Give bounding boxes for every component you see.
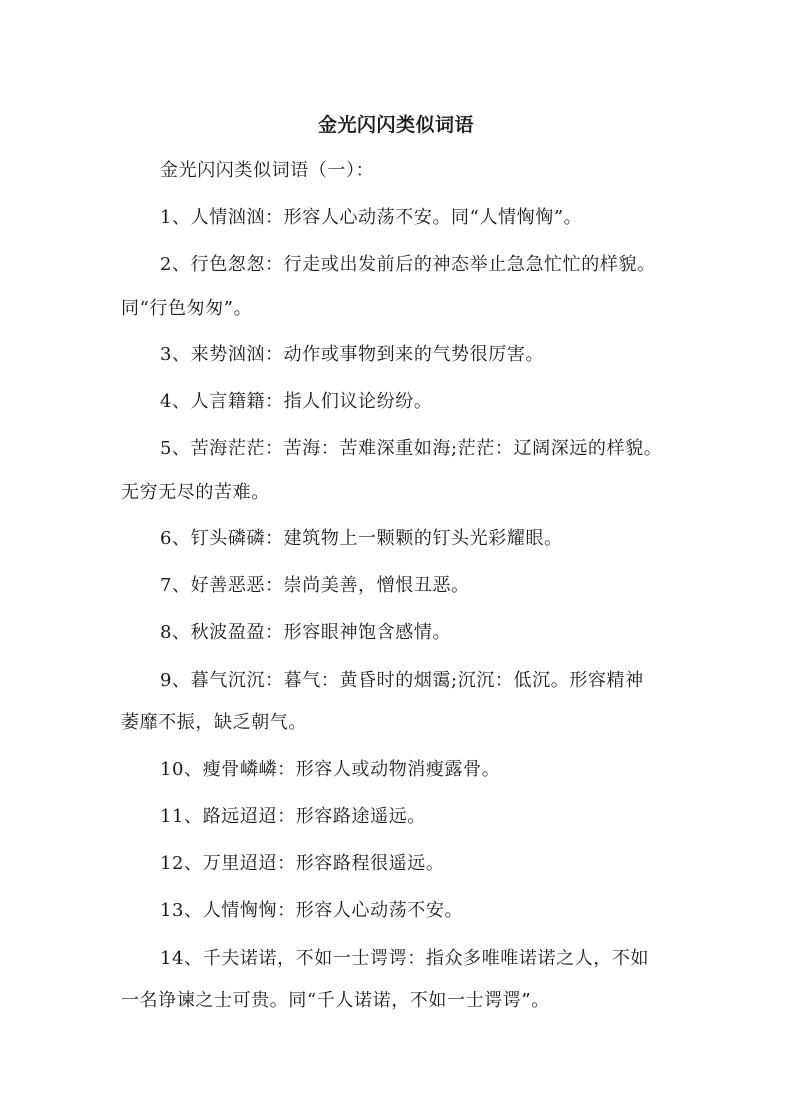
entry-14: 14、千夫诺诺，不如一士谔谔：指众多唯唯诺诺之人，不如	[160, 948, 650, 969]
entry-5: 5、苦海茫茫：苦海：苦难深重如海;茫茫：辽阔深远的样貌。	[160, 438, 663, 459]
entry-9: 9、暮气沉沉：暮气：黄昏时的烟霭;沉沉：低沉。形容精神	[160, 670, 644, 691]
entry-8: 8、秋波盈盈：形容眼神饱含感情。	[160, 622, 452, 643]
entry-14-continuation: 一名诤谏之士可贵。同“千人诺诺，不如一士谔谔”。	[121, 990, 550, 1011]
entry-5-continuation: 无穷无尽的苦难。	[121, 482, 270, 503]
entry-7: 7、好善恶恶：崇尚美善，憎恨丑恶。	[160, 575, 470, 596]
entry-3: 3、来势汹汹：动作或事物到来的气势很厉害。	[160, 344, 545, 365]
document-title: 金光闪闪类似词语	[317, 114, 474, 136]
entry-11: 11、路远迢迢：形容路途遥远。	[160, 806, 426, 827]
section-heading: 金光闪闪类似词语（一）：	[160, 160, 375, 181]
entry-2-continuation: 同“行色匆匆”。	[121, 298, 253, 319]
entry-2: 2、行色怱怱：行走或出发前后的神态举止急急忙忙的样貌。	[160, 254, 656, 275]
entry-9-continuation: 萎靡不振，缺乏朝气。	[121, 712, 307, 733]
entry-12: 12、万里迢迢：形容路程很遥远。	[160, 853, 445, 874]
entry-6: 6、钉头磷磷：建筑物上一颗颗的钉头光彩耀眼。	[160, 528, 563, 549]
entry-1: 1、人情汹汹：形容人心动荡不安。同“人情恟恟”。	[160, 207, 583, 228]
entry-13: 13、人情恟恟：形容人心动荡不安。	[160, 900, 464, 921]
entry-4: 4、人言籍籍：指人们议论纷纷。	[160, 391, 433, 412]
entry-10: 10、瘦骨嶙嶙：形容人或动物消瘦露骨。	[160, 759, 501, 780]
